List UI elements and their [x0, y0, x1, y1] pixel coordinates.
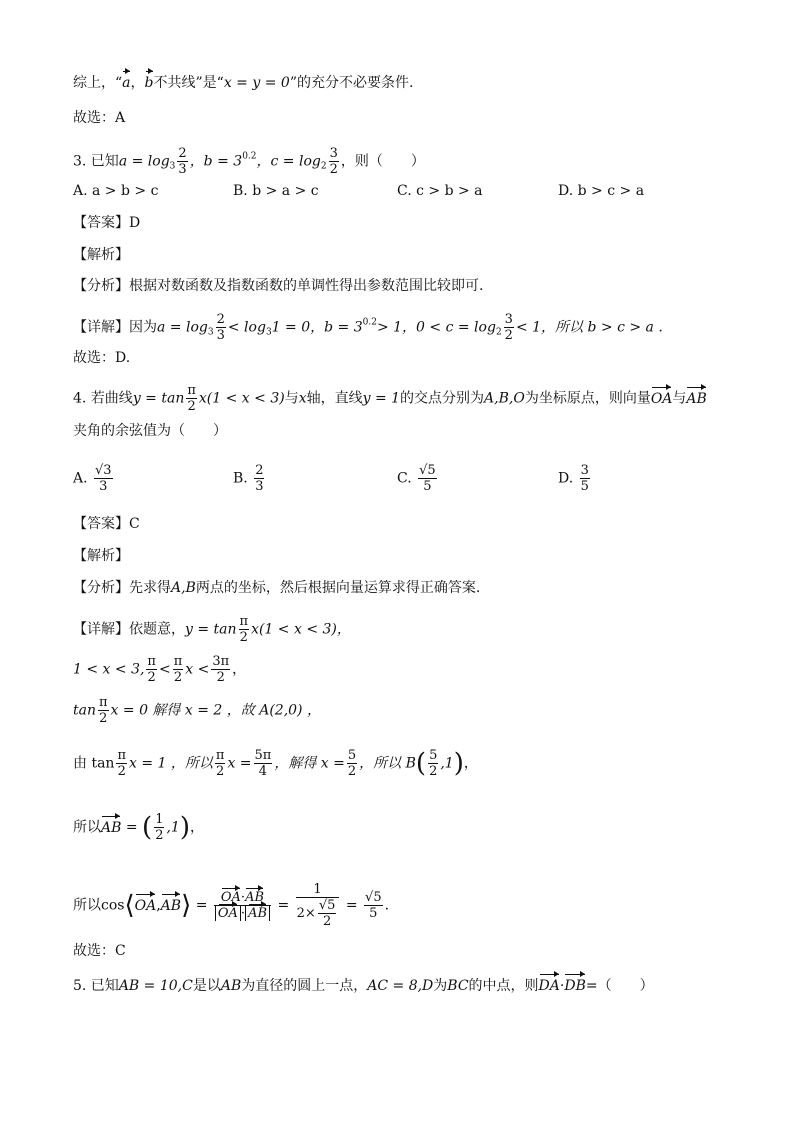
numerator: π: [173, 654, 183, 669]
text: ,: [156, 897, 161, 914]
numerator: 2: [216, 312, 225, 327]
superscript: 0.2: [362, 317, 377, 328]
right-paren: ): [179, 812, 190, 843]
numerator: 3: [580, 463, 589, 478]
vector-a: a: [122, 75, 131, 91]
numerator: √5: [365, 890, 382, 905]
step-line: [73, 695, 321, 726]
math: A,B: [171, 580, 196, 596]
denominator: 2: [347, 764, 357, 779]
text: 是以: [192, 978, 221, 994]
text: =: [345, 897, 358, 914]
superscript: 0.2: [242, 151, 257, 162]
math: ，c = log: [256, 153, 321, 170]
text: 轴，直线: [306, 390, 363, 407]
right-angle: ⟩: [181, 890, 192, 921]
left-angle: ⟨: [124, 890, 135, 921]
math: x = 0 解得 x = 2 ，故 A(2,0) ，: [110, 702, 321, 719]
numerator: π: [187, 383, 196, 398]
abs: [245, 906, 270, 921]
text: 5. 已知: [73, 978, 119, 994]
numerator: 5: [347, 748, 357, 763]
text: =: [125, 819, 138, 836]
vector-b: b: [144, 75, 154, 91]
text: ，则（ ）: [340, 153, 425, 170]
subscript: 2: [320, 161, 327, 172]
text: 【详解】依题意，: [73, 621, 185, 638]
numerator: 2: [178, 146, 187, 161]
text: 综上，“: [73, 75, 123, 91]
text: ，: [463, 755, 478, 772]
math: AC = 8,D: [367, 978, 434, 994]
math: y = 1: [362, 390, 401, 407]
question-4: [73, 383, 707, 414]
fraction: [98, 695, 109, 726]
math: tan: [73, 702, 96, 719]
step-line: [73, 812, 204, 843]
equation: x = y = 0: [223, 75, 290, 91]
question-4-line2: 夹角的余弦值为（ ）: [73, 423, 227, 439]
option-d: D. b > c > a: [558, 183, 645, 199]
fraction: [94, 463, 113, 494]
option-label: D.: [558, 470, 574, 487]
denominator: 2: [239, 630, 248, 645]
analysis-label: 【解析】: [73, 548, 129, 564]
denominator: 2: [429, 764, 438, 779]
text: 2×: [296, 906, 316, 921]
option-b: B. b > a > c: [233, 183, 319, 199]
fraction: [215, 748, 226, 779]
answer-choice-line: 故选：C: [73, 943, 126, 959]
text: 4. 若曲线: [73, 390, 133, 407]
left-paren: (: [142, 812, 153, 843]
denominator: 2: [99, 711, 108, 726]
numerator: 5π: [254, 748, 272, 763]
vector-ab: AB: [101, 819, 122, 836]
vector-oa: OA: [220, 890, 241, 905]
text: =（ ）: [585, 978, 654, 994]
fraction: [186, 383, 197, 414]
right-paren: ): [453, 748, 464, 779]
math: a = log: [118, 153, 170, 170]
denominator: [296, 898, 340, 929]
answer-label: 【答案】C: [73, 516, 140, 532]
math: x =: [227, 755, 252, 772]
text: 为直径的圆上一点，: [241, 978, 368, 994]
subscript: 2: [495, 327, 502, 338]
text: 与: [672, 390, 687, 407]
fraction: [254, 463, 264, 494]
numerator: 3: [329, 146, 338, 161]
denominator: 2: [187, 399, 196, 414]
option-label: A.: [73, 470, 88, 487]
text: .: [384, 897, 390, 914]
vector-da: DA: [538, 978, 560, 994]
fraction: [364, 890, 383, 921]
fraction: [428, 748, 438, 779]
denominator: [214, 906, 271, 921]
denominator: 2: [216, 764, 225, 779]
denominator: 2: [216, 670, 225, 685]
question-5: [73, 976, 654, 996]
numerator: π: [215, 748, 225, 763]
vector-ab: AB: [686, 390, 707, 407]
denominator: 5: [423, 479, 432, 494]
fraction: [173, 654, 184, 685]
math: cos: [101, 897, 125, 914]
numerator: 5: [429, 748, 438, 763]
math: ，b = 3: [189, 153, 243, 170]
fraction: [504, 312, 514, 343]
denominator: 3: [216, 328, 225, 343]
text: =: [195, 897, 208, 914]
conclusion-line: [73, 73, 413, 93]
math: > 1，: [376, 319, 417, 336]
text: 的交点分别为: [400, 390, 485, 407]
math: AB: [220, 978, 242, 994]
text: =: [277, 897, 290, 914]
math: b = 3: [324, 319, 363, 336]
text: 两点的坐标，然后根据向量运算求得正确答案.: [195, 580, 481, 596]
text: 的中点，则: [468, 978, 539, 994]
vector-ab: AB: [245, 890, 265, 905]
text: 【详解】因为: [73, 319, 157, 336]
subscript: 3: [169, 161, 176, 172]
answer-choice-line: 故选：D.: [73, 350, 131, 366]
option-a: A. a > b > c: [73, 183, 159, 199]
analysis-text: 【分析】根据对数函数及指数函数的单调性得出参数范围比较即可.: [73, 278, 484, 294]
fraction: [329, 146, 339, 177]
denominator: 2: [173, 670, 183, 685]
math: x(1 < x < 3)，: [251, 621, 351, 638]
answer-choice-line: 故选：A: [73, 110, 126, 126]
math: AB = 10,C: [118, 978, 193, 994]
step-line: [73, 882, 389, 929]
text: ”的充分不必要条件.: [289, 75, 414, 91]
math: x(1 < x < 3): [198, 390, 285, 407]
denominator: 5: [369, 906, 378, 921]
math: 1 < x < 3,: [73, 661, 145, 678]
vector-db: DB: [564, 978, 586, 994]
denominator: 5: [580, 479, 589, 494]
math: A,B,O: [484, 390, 525, 407]
numerator: √3: [95, 463, 112, 478]
vector-oa: OA: [217, 906, 238, 921]
option-c: [397, 463, 439, 494]
math: < 1，所以 b > c > a .: [515, 319, 663, 336]
text: 3. 已知: [73, 153, 119, 170]
fraction: [580, 463, 590, 494]
step-line: [73, 748, 478, 779]
text: 为坐标原点，则向量: [524, 390, 651, 407]
text: 【分析】先求得: [73, 580, 171, 596]
text: 为: [433, 978, 448, 994]
step-line: [73, 654, 246, 685]
question-3: [73, 146, 425, 177]
fraction: [177, 146, 187, 177]
vector-ab: AB: [248, 906, 268, 921]
math: ,1: [166, 819, 180, 836]
fraction: [216, 312, 226, 343]
numerator: π: [239, 614, 249, 629]
numerator: √5: [318, 898, 336, 913]
denominator: 2: [117, 764, 126, 779]
detail-line: [73, 312, 663, 343]
numerator: 1: [296, 882, 340, 898]
fraction: [239, 614, 250, 645]
fraction: [347, 748, 357, 779]
math: x <: [185, 661, 210, 678]
fraction: [154, 812, 164, 843]
option-b: [233, 463, 266, 494]
analysis-label: 【解析】: [73, 247, 129, 263]
vector-oa: OA: [134, 897, 157, 914]
text: ·: [559, 978, 565, 994]
option-a: [73, 463, 115, 494]
denominator: 3: [99, 479, 108, 494]
numerator: π: [117, 748, 126, 763]
fraction: [146, 654, 157, 685]
math: ，解得 x =: [274, 755, 345, 772]
math: 由 tan: [73, 755, 115, 772]
denominator: 3: [255, 479, 264, 494]
math: ，所以 B: [359, 755, 416, 772]
denominator: 4: [258, 764, 268, 779]
numerator: √5: [419, 463, 436, 478]
option-label: C.: [397, 470, 412, 487]
vector-oa: OA: [650, 390, 673, 407]
abs: [215, 906, 241, 921]
text: 不共线”是“: [153, 75, 224, 91]
option-label: B.: [233, 470, 248, 487]
fraction: [214, 890, 271, 921]
numerator: π: [147, 654, 156, 669]
math: <: [158, 661, 171, 678]
math: 0 < c = log: [416, 319, 496, 336]
numerator: 3: [504, 312, 513, 327]
math: y = tan: [132, 390, 185, 407]
fraction: [318, 898, 337, 929]
denominator: 2: [147, 670, 156, 685]
math: ,1: [440, 755, 454, 772]
fraction: [254, 748, 273, 779]
math: a = log: [157, 319, 208, 336]
text: 与: [284, 390, 299, 407]
detail-line: [73, 614, 351, 645]
option-d: [558, 463, 592, 494]
text: ，: [130, 75, 145, 91]
text: ·: [240, 906, 246, 921]
math: BC: [447, 978, 469, 994]
text: ·: [240, 890, 246, 905]
math: x = 1 ，所以: [129, 755, 213, 772]
text: ，: [190, 819, 204, 836]
math: < log: [227, 319, 266, 336]
left-paren: (: [415, 748, 427, 779]
numerator: 3π: [212, 654, 230, 669]
subscript: 3: [207, 327, 214, 338]
denominator: 3: [178, 162, 187, 177]
fraction: [211, 654, 230, 685]
option-c: C. c > b > a: [397, 183, 483, 199]
text: 所以: [73, 819, 101, 836]
fraction: [296, 882, 340, 929]
numerator: 2: [255, 463, 264, 478]
numerator: π: [99, 695, 108, 710]
fraction: [418, 463, 437, 494]
math: y = tan: [185, 621, 237, 638]
math: x: [298, 390, 307, 407]
numerator: 1: [155, 812, 164, 827]
answer-label: 【答案】D: [73, 215, 141, 231]
denominator: 2: [329, 162, 338, 177]
denominator: 2: [322, 914, 332, 929]
vector-ab: AB: [160, 897, 182, 914]
analysis-text: [73, 578, 480, 598]
subscript: 3: [265, 327, 272, 338]
text: ，: [232, 661, 247, 678]
text: 所以: [73, 897, 101, 914]
fraction: [116, 748, 127, 779]
denominator: 2: [155, 828, 164, 843]
math: 1 = 0，: [271, 319, 325, 336]
denominator: 2: [504, 328, 513, 343]
